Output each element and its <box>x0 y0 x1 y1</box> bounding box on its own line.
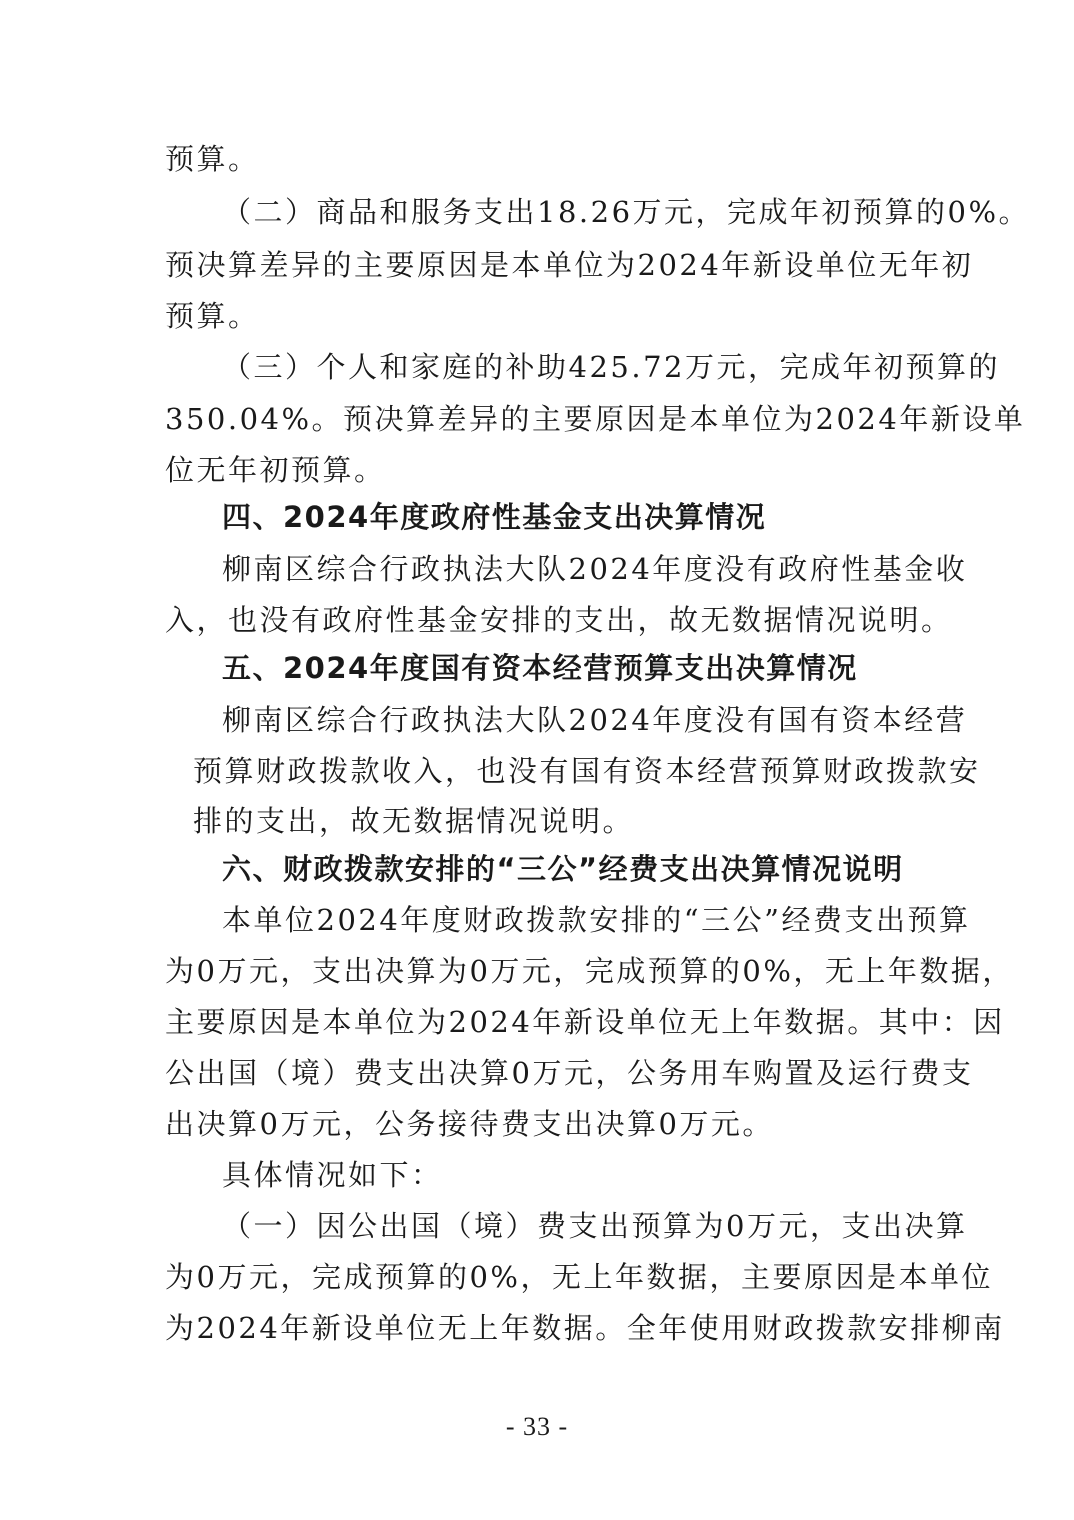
text-line: （一）因公出国（境）费支出预算为0万元，支出决算 <box>222 1209 968 1243</box>
text-line: 预算财政拨款收入，也没有国有资本经营预算财政拨款安 <box>193 754 981 788</box>
text-line: 出决算0万元，公务接待费支出决算0万元。 <box>165 1107 774 1141</box>
text-line: 主要原因是本单位为2024年新设单位无上年数据。其中：因 <box>165 1005 1005 1039</box>
text-line: 柳南区综合行政执法大队2024年度没有政府性基金收 <box>222 552 968 586</box>
text-line: 位无年初预算。 <box>165 453 386 487</box>
text-line: 排的支出，故无数据情况说明。 <box>193 804 635 838</box>
text-line: 为2024年新设单位无上年数据。全年使用财政拨款安排柳南 <box>165 1311 1005 1345</box>
text-line: 柳南区综合行政执法大队2024年度没有国有资本经营 <box>222 703 968 737</box>
text-line: （二）商品和服务支出18.26万元，完成年初预算的0%。 <box>222 195 1031 229</box>
text-line: 公出国（境）费支出决算0万元，公务用车购置及运行费支 <box>165 1056 974 1090</box>
text-line: 预决算差异的主要原因是本单位为2024年新设单位无年初 <box>165 248 974 282</box>
text-line: 具体情况如下： <box>222 1158 443 1192</box>
text-line: 为0万元，完成预算的0%，无上年数据，主要原因是本单位 <box>165 1260 993 1294</box>
text-line: 预算。 <box>165 142 260 176</box>
section-heading-4: 四、2024年度政府性基金支出决算情况 <box>222 500 767 534</box>
text-line: 预算。 <box>165 299 260 333</box>
text-line: 入，也没有政府性基金安排的支出，故无数据情况说明。 <box>165 603 953 637</box>
section-heading-5: 五、2024年度国有资本经营预算支出决算情况 <box>222 651 858 685</box>
section-heading-6: 六、财政拨款安排的“三公”经费支出决算情况说明 <box>222 852 904 886</box>
page-number: - 33 - <box>505 1412 569 1441</box>
text-line: （三）个人和家庭的补助425.72万元，完成年初预算的 <box>222 350 1000 384</box>
text-line: 350.04%。预决算差异的主要原因是本单位为2024年新设单 <box>165 402 1026 436</box>
text-line: 为0万元，支出决算为0万元，完成预算的0%，无上年数据， <box>165 954 1014 988</box>
text-line: 本单位2024年度财政拨款安排的“三公”经费支出预算 <box>222 903 971 937</box>
